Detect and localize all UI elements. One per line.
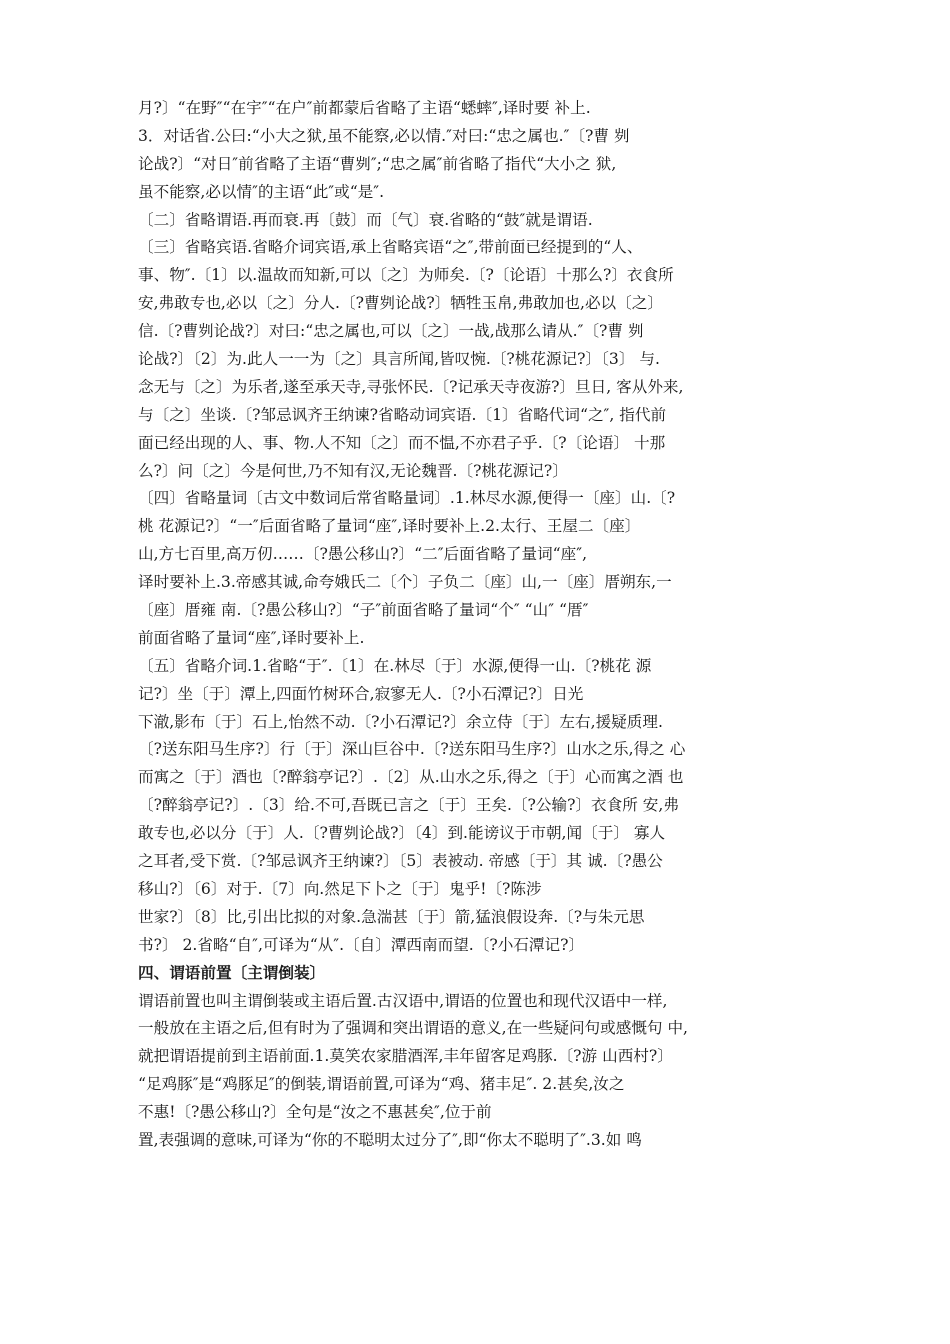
text-line: 一般放在主语之后,但有时为了强调和突出谓语的意义,在一些疑问句或感慨句 中, [138,1019,689,1038]
text-line: 世家?〕〔8〕比,引出比拟的对象.急湍甚〔于〕箭,猛浪假设奔.〔?与朱元思 [138,907,645,926]
text-line: 虽不能察,必以情″的主语“此″或“是″. [138,182,385,201]
text-line: 〔?醉翁亭记?〕.〔3〕给.不可,吾既已言之〔于〕王矣.〔?公输?〕衣食所 安,弗 [138,796,679,815]
text-line: 〔?送东阳马生序?〕行〔于〕深山巨谷中.〔?送东阳马生序?〕山水之乐,得之 心 [138,740,686,759]
text-line: 么?〕问〔之〕今是何世,乃不知有汉,无论魏晋.〔?桃花源记?〕 [138,461,568,480]
text-line: 3．对话省.公曰:“小大之狱,虽不能察,必以情.″对曰:“忠之属也.″〔?曹 刿 [138,126,630,145]
text-line: 〔四〕省略量词〔古文中数词后常省略量词〕.1.林尽水源,便得一〔座〕山.〔? [138,489,676,508]
section-heading: 四、谓语前置〔主谓倒装〕 [138,963,326,982]
text-line: 与〔之〕坐谈.〔?邹忌讽齐王纳谏?省略动词宾语.〔1〕省略代词“之″, 指代前 [138,405,667,424]
text-line: 就把谓语提前到主语前面.1.莫笑农家腊酒浑,丰年留客足鸡豚.〔?游 山西村?〕 [138,1047,673,1066]
text-line: 置,表强调的意味,可译为“你的不聪明太过分了″,即“你太不聪明了″.3.如 鸣 [138,1130,642,1149]
text-line: 之耳者,受下赏.〔?邹忌讽齐王纳谏?〕〔5〕表被动. 帝感〔于〕其 诚.〔?愚公 [138,852,663,871]
text-line: 〔三〕省略宾语.省略介词宾语,承上省略宾语“之″,带前面已经提到的“人、 [138,238,643,257]
text-line: 书?〕 2.省略“自″,可译为“从″.〔自〕潭西南而望.〔?小石潭记?〕 [138,935,585,954]
text-line: 谓语前置也叫主谓倒装或主语后置.古汉语中,谓语的位置也和现代汉语中一样, [138,991,668,1010]
text-line: 山,方七百里,高万仞……〔?愚公移山?〕“二″后面省略了量词“座″, [138,545,588,564]
text-line: 〔五〕省略介词.1.省略“于″.〔1〕在.林尽〔于〕水源,便得一山.〔?桃花 源 [138,656,652,675]
text-line: 记?〕坐〔于〕潭上,四面竹树环合,寂寥无人.〔?小石潭记?〕日光 [138,684,584,703]
text-line: 不惠!〔?愚公移山?〕全句是“汝之不惠甚矣″,位于前 [138,1103,492,1122]
text-line: 事、物″.〔1〕以.温故而知新,可以〔之〕为师矣.〔?〔论语〕十那么?〕衣食所 [138,266,674,285]
text-line: 信.〔?曹刿论战?〕对曰:“忠之属也,可以〔之〕一战,战那么请从.″〔?曹 刿 [138,322,644,341]
text-line: 而寓之〔于〕酒也〔?醉翁亭记?〕.〔2〕从.山水之乐,得之〔于〕心而寓之酒 也 [138,768,684,787]
text-line: 月?〕“在野″“在宇″“在户″前都蒙后省略了主语“蟋蟀″,译时要 补上. [138,99,591,117]
text-line: 〔二〕省略谓语.再而衰.再〔鼓〕而〔气〕衰.省略的“鼓″就是谓语. [138,210,593,229]
text-line: 安,弗敢专也,必以〔之〕分人.〔?曹刿论战?〕牺牲玉帛,弗敢加也,必以〔之〕 [138,294,663,313]
text-line: 念无与〔之〕为乐者,遂至承天寺,寻张怀民.〔?记承天寺夜游?〕旦日, 客从外来, [138,377,684,396]
text-line: 译时要补上.3.帝感其诚,命夸娥氏二〔个〕子负二〔座〕山,一〔座〕厝朔东,一 [138,573,672,592]
text-line: 〔座〕厝雍 南.〔?愚公移山?〕“子″前面省略了量词“个″ “山″ “厝″ [138,601,589,620]
document-body [138,95,828,1155]
text-line: 敢专也,必以分〔于〕人.〔?曹刿论战?〕〔4〕到.能谤议于市朝,闻〔于〕 寡人 [138,824,666,843]
text-line: 论战?〕“对日″前省略了主语“曹刿″;“忠之属″前省略了指代“大小之 狱, [138,154,617,173]
text-line: 下澈,影布〔于〕石上,怡然不动.〔?小石潭记?〕余立侍〔于〕左右,援疑质理. [138,712,663,731]
text-line: 前面省略了量词“座″,译时要补上. [138,628,365,647]
text-line: 桃 花源记?〕“一″后面省略了量词“座″,译时要补上.2.太行、王屋二〔座〕 [138,517,641,536]
text-line: 面已经出现的人、事、物.人不知〔之〕而不愠,不亦君子乎.〔?〔论语〕 十那 [138,433,666,452]
text-line: 论战?〕〔2〕为.此人一一为〔之〕具言所闻,皆叹惋.〔?桃花源记?〕〔3〕 与. [138,350,660,369]
text-line: 移山?〕〔6〕对于.〔7〕向.然足下卜之〔于〕鬼乎!〔?陈涉 [138,879,542,898]
text-line: “足鸡豚″是“鸡豚足″的倒装,谓语前置,可译为“鸡、猪丰足″. 2.甚矣,汝之 [138,1075,625,1094]
